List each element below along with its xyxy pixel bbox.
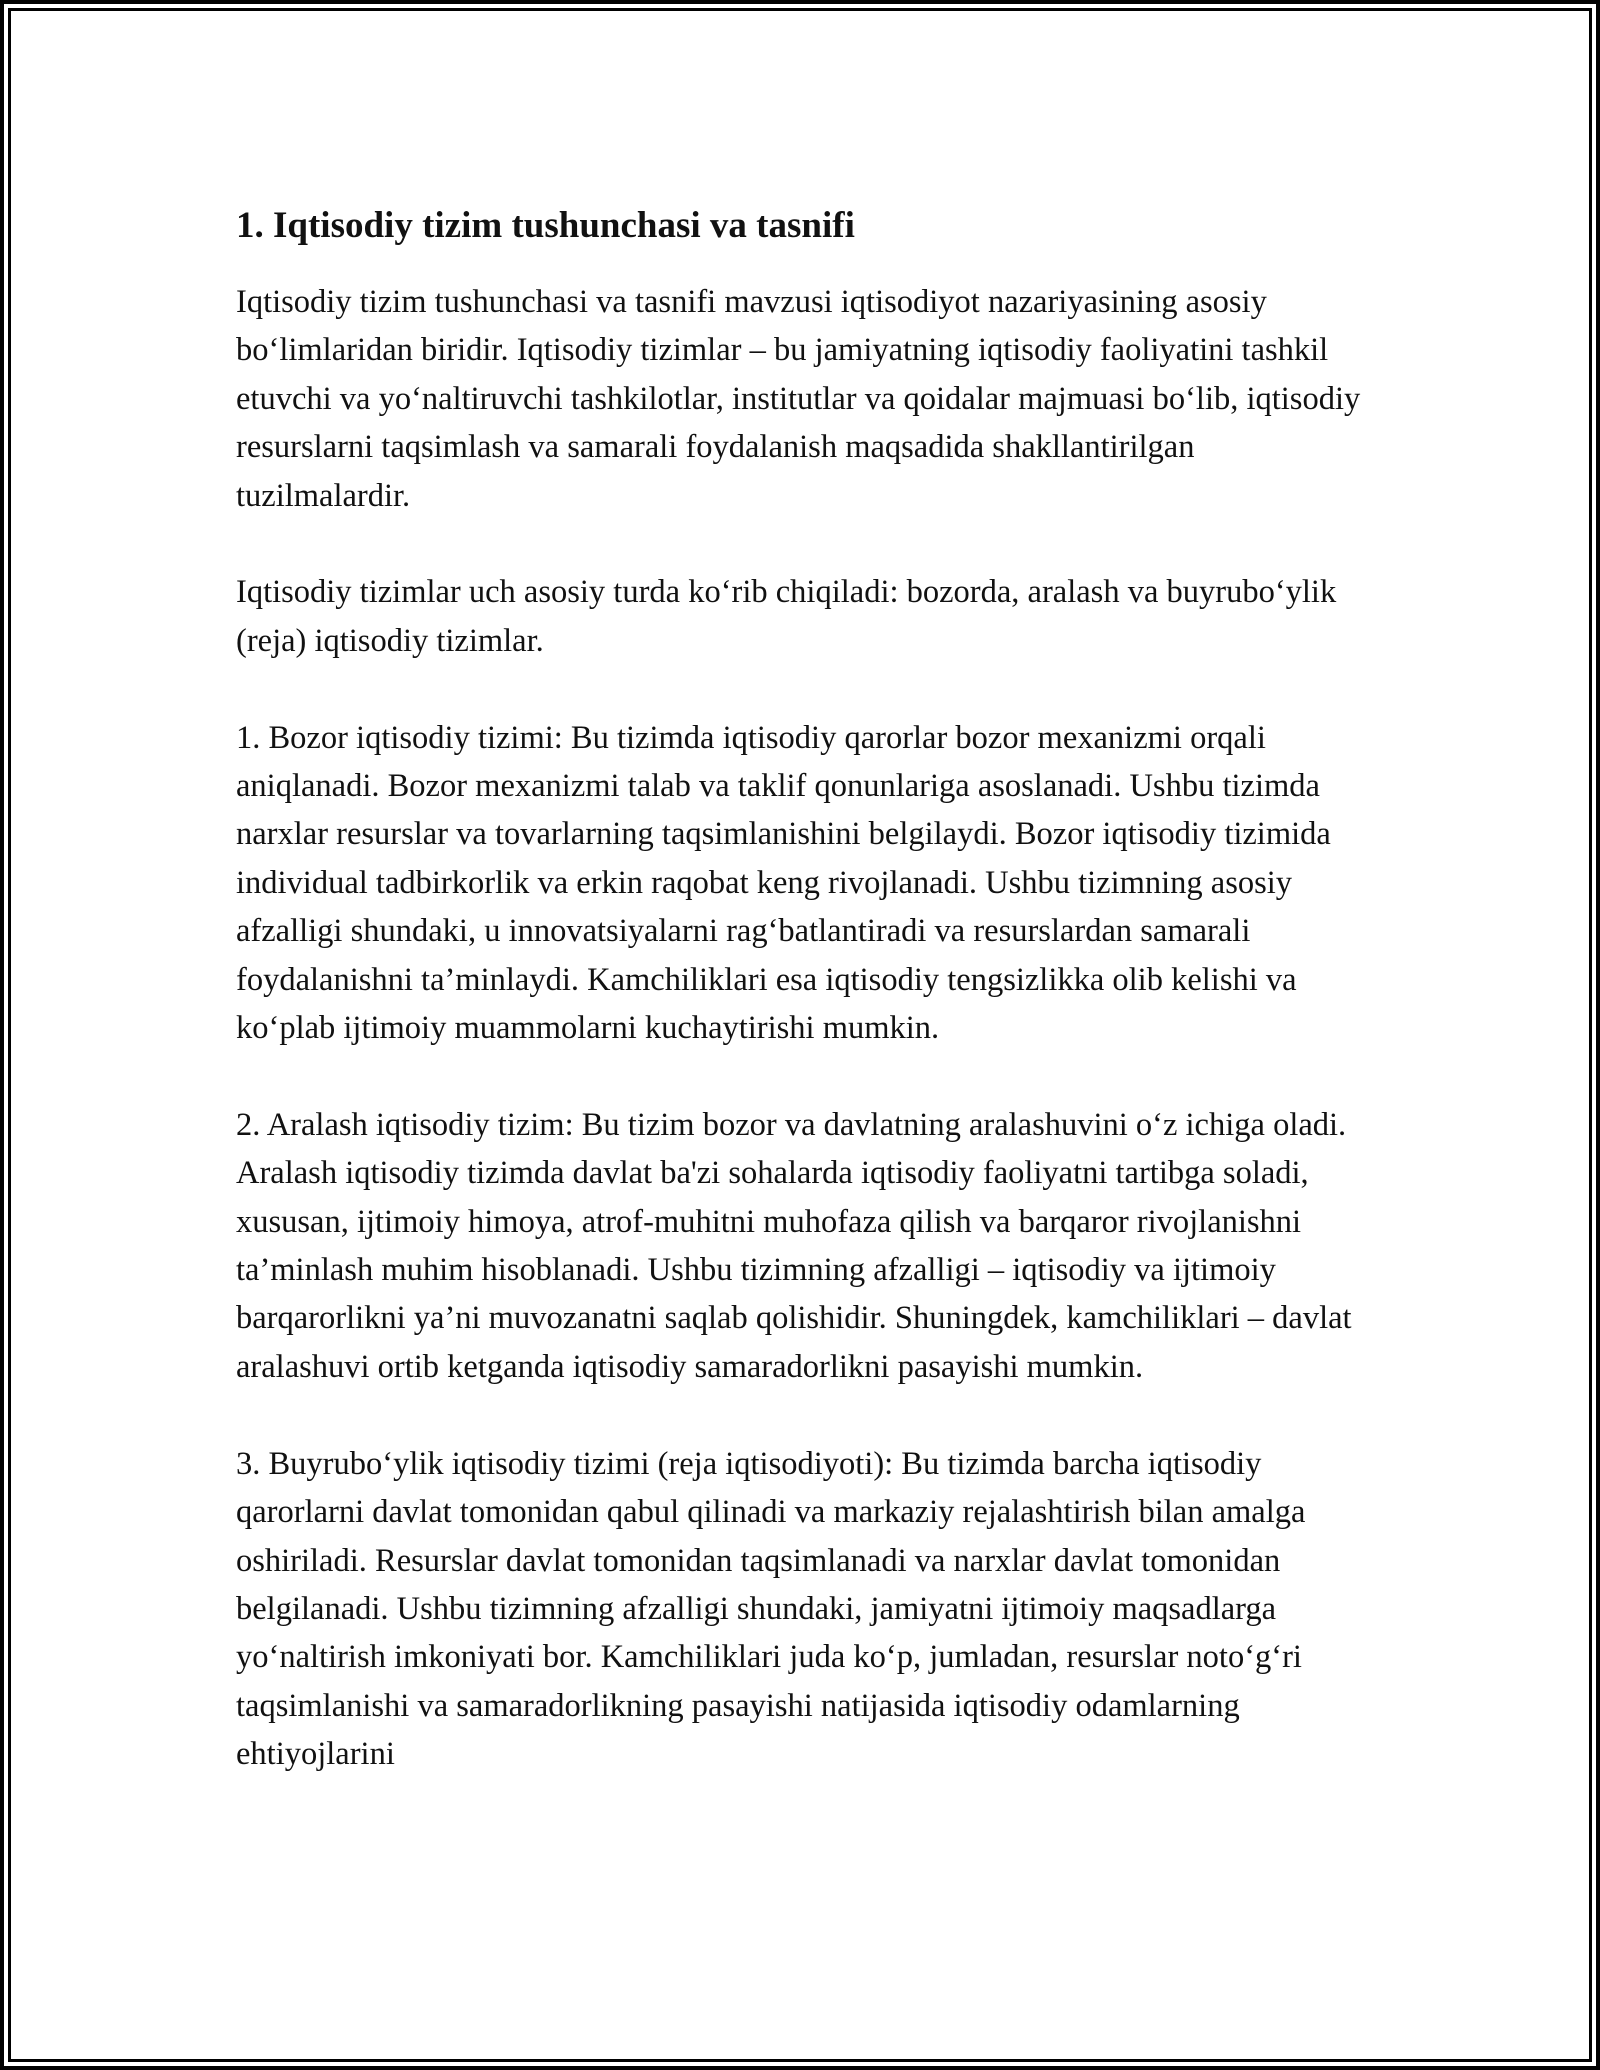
section-title: 1. Iqtisodiy tizim tushunchasi va tasnifi [236, 205, 855, 246]
inner-frame [8, 8, 1592, 2062]
paragraph-market-system: 1. Bozor iqtisodiy tizimi: Bu tizimda iqtisodiy qarorlar bozor mexanizmi orqali aniqlanadi. Bozor mexanizmi talab va taklif qonunlariga asoslanadi. Ushbu tizimda narxlar resurslar va tovarlarning taqsimlanishini belgilaydi. Bozor iqtisodiy tizimida individual tadbirkorlik va erkin raqobat keng rivojlanadi. Ushbu tizimning asosiy afzalligi shundaki, u innovatsiyalarni rag‘batlantiradi va resurslardan samarali foydalanishni ta’minlaydi. Kamchiliklari esa iqtisodiy tengsizlikka olib kelishi va ko‘plab ijtimoiy muammolarni kuchaytirishi mumkin. [236, 719, 1331, 1047]
paragraph-types: Iqtisodiy tizimlar uch asosiy turda ko‘rib chiqiladi: bozorda, aralash va buyrubo‘ylik (reja) iqtisodiy tizimlar. [236, 574, 1337, 659]
paragraph-command-system: 3. Buyrubo‘ylik iqtisodiy tizimi (reja iqtisodiyoti): Bu tizimda barcha iqtisodiy qarorlarni davlat tomonidan qabul qilinadi va markaziy rejalashtirish bilan amalga oshiriladi. Resurslar davlat tomonidan taqsimlanadi va narxlar davlat tomonidan belgilanadi. Ushbu tizimning afzalligi shundaki, jamiyatni ijtimoiy maqsadlarga yo‘naltirish imkoniyati bor. Kamchiliklari juda ko‘p, jumladan, resurslar noto‘g‘ri taqsimlanishi va samaradorlikning pasayishi natijasida iqtisodiy odamlarning ehtiyojlarini [236, 1445, 1306, 1773]
document-body [236, 194, 1371, 1827]
paragraph-mixed-system: 2. Aralash iqtisodiy tizim: Bu tizim bozor va davlatning aralashuvini o‘z ichiga oladi. Aralash iqtisodiy tizimda davlat ba'zi sohalarda iqtisodiy faoliyatni tartibga soladi, xususan, ijtimoiy himoya, atrof-muhitni muhofaza qilish va barqaror rivojlanishni ta’minlash muhim hisoblanadi. Ushbu tizimning afzalligi – iqtisodiy va ijtimoiy barqarorlikni ya’ni muvozanatni saqlab qolishidir. Shuningdek, kamchiliklari – davlat aralashuvi ortib ketganda iqtisodiy samaradorlikni pasayishi mumkin. [236, 1106, 1352, 1385]
paragraph-intro: Iqtisodiy tizim tushunchasi va tasnifi mavzusi iqtisodiyot nazariyasining asosiy bo‘limlaridan biridir. Iqtisodiy tizimlar – bu jamiyatning iqtisodiy faoliyatini tashkil etuvchi va yo‘naltiruvchi tashkilotlar, institutlar va qoidalar majmuasi bo‘lib, iqtisodiy resurslarni taqsimlash va samarali foydalanish maqsadida shakllantirilgan tuzilmalardir. [236, 284, 1361, 514]
